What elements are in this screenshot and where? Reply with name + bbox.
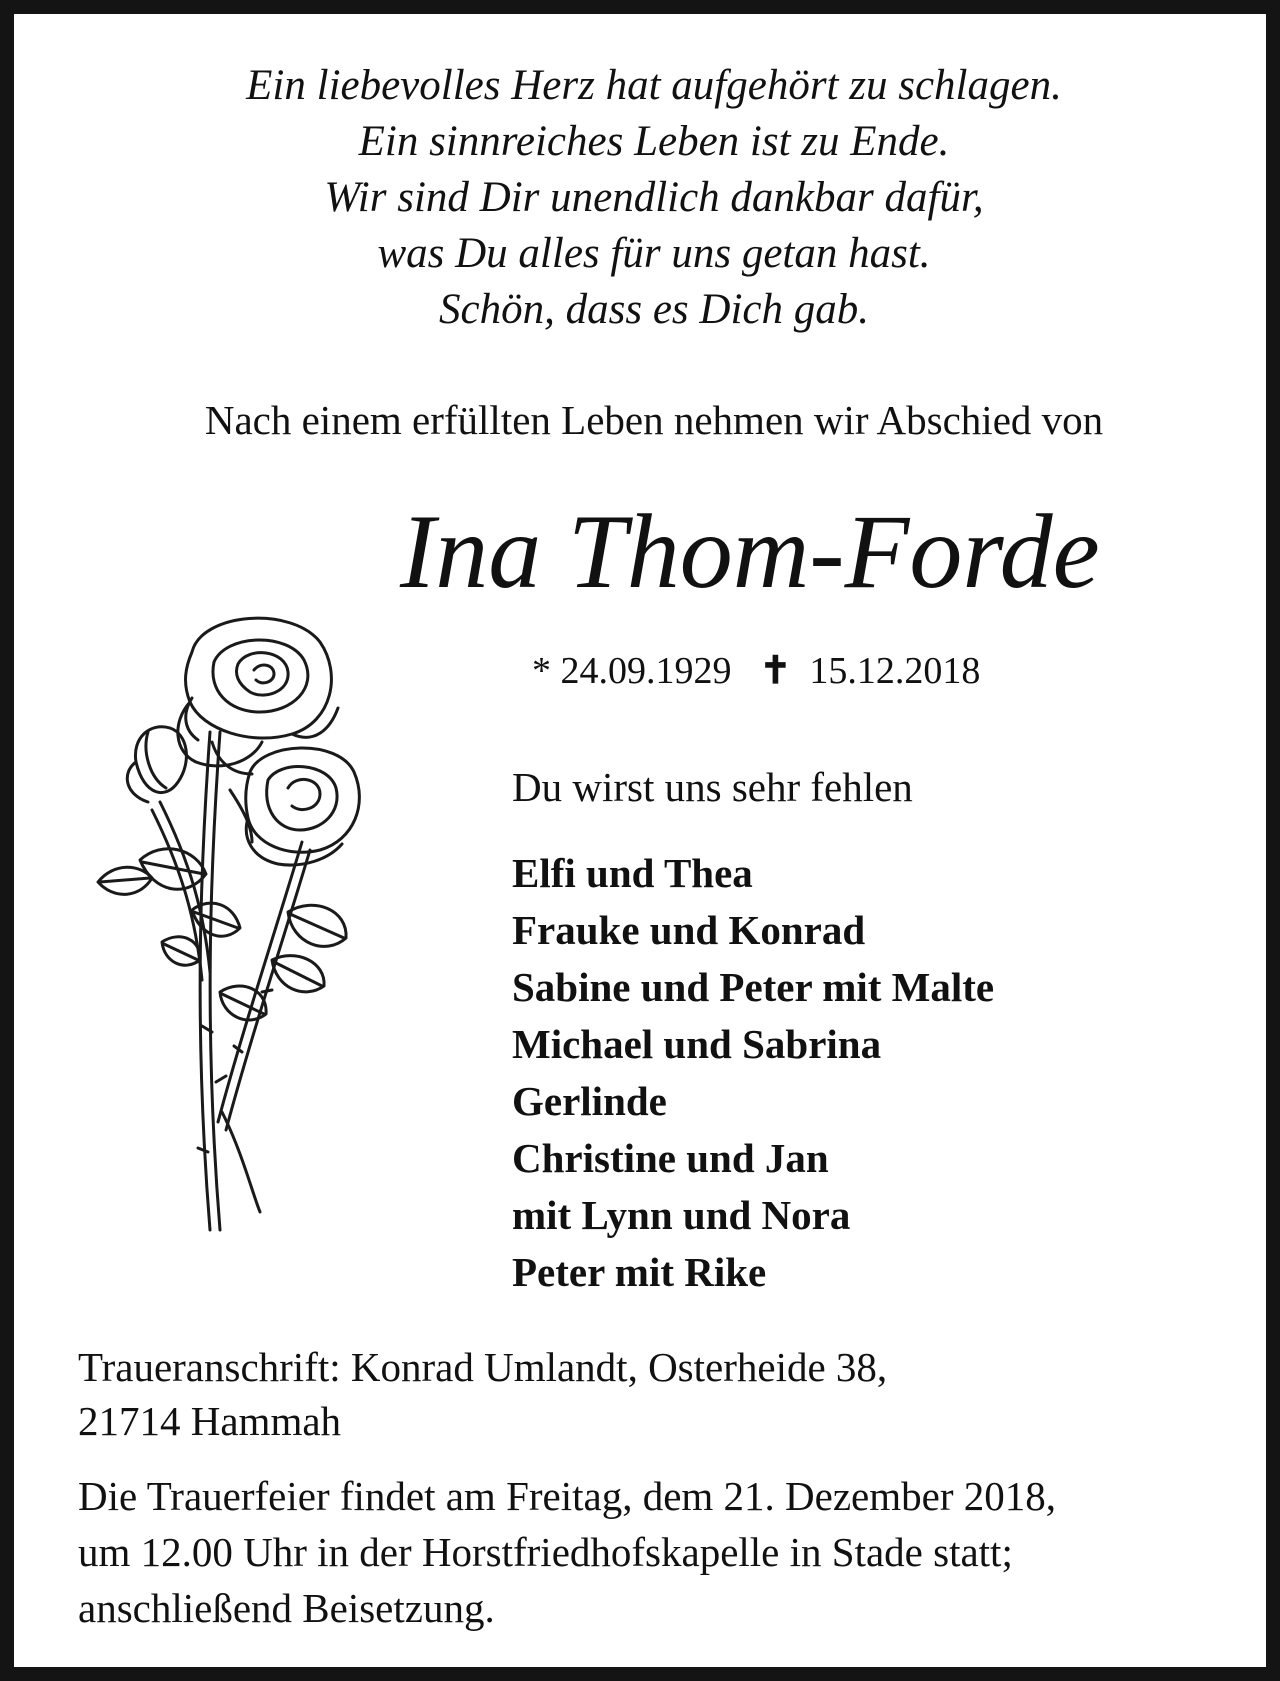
poem-line: Ein liebevolles Herz hat aufgehört zu schlagen. bbox=[246, 62, 1062, 109]
cross-icon: ✝ bbox=[759, 650, 792, 692]
mourner-line: Christine und Jan bbox=[512, 1135, 829, 1181]
mourning-address bbox=[78, 1340, 887, 1448]
service-line: anschließend Beisetzung. bbox=[78, 1585, 495, 1631]
poem-line: Schön, dass es Dich gab. bbox=[439, 286, 869, 333]
service-line: um 12.00 Uhr in der Horstfriedhofskapelle in Stade statt; bbox=[78, 1529, 1013, 1575]
death-date: 15.12.2018 bbox=[809, 650, 981, 692]
poem-line: Ein sinnreiches Leben ist zu Ende. bbox=[358, 118, 950, 165]
mourners-list bbox=[512, 845, 994, 1301]
mourner-line: Michael und Sabrina bbox=[512, 1021, 882, 1067]
mourner-line: Gerlinde bbox=[512, 1078, 667, 1124]
poem-line: was Du alles für uns getan hast. bbox=[377, 230, 931, 277]
funeral-service-info bbox=[78, 1468, 1056, 1636]
address-line: Traueranschrift: Konrad Umlandt, Osterheide 38, bbox=[78, 1344, 888, 1390]
poem-line: Wir sind Dir unendlich dankbar dafür, bbox=[324, 174, 984, 221]
rose-illustration-icon bbox=[92, 612, 392, 1252]
mourner-line: Elfi und Thea bbox=[512, 850, 753, 896]
birth-date: * 24.09.1929 bbox=[532, 650, 732, 692]
service-line: Die Trauerfeier findet am Freitag, dem 21. Dezember 2018, bbox=[78, 1473, 1056, 1519]
mourner-line: Frauke und Konrad bbox=[512, 907, 866, 953]
life-dates bbox=[532, 646, 980, 696]
intro-text: Nach einem erfüllten Leben nehmen wir Abschied von bbox=[204, 397, 1104, 443]
address-line: 21714 Hammah bbox=[78, 1398, 342, 1444]
mourner-line: Sabine und Peter mit Malte bbox=[512, 964, 995, 1010]
mourner-line: mit Lynn und Nora bbox=[512, 1192, 851, 1238]
poem bbox=[14, 58, 1280, 338]
deceased-name: Ina Thom-Forde bbox=[400, 493, 1100, 610]
mourner-line: Peter mit Rike bbox=[512, 1249, 767, 1295]
farewell-text: Du wirst uns sehr fehlen bbox=[512, 764, 913, 810]
